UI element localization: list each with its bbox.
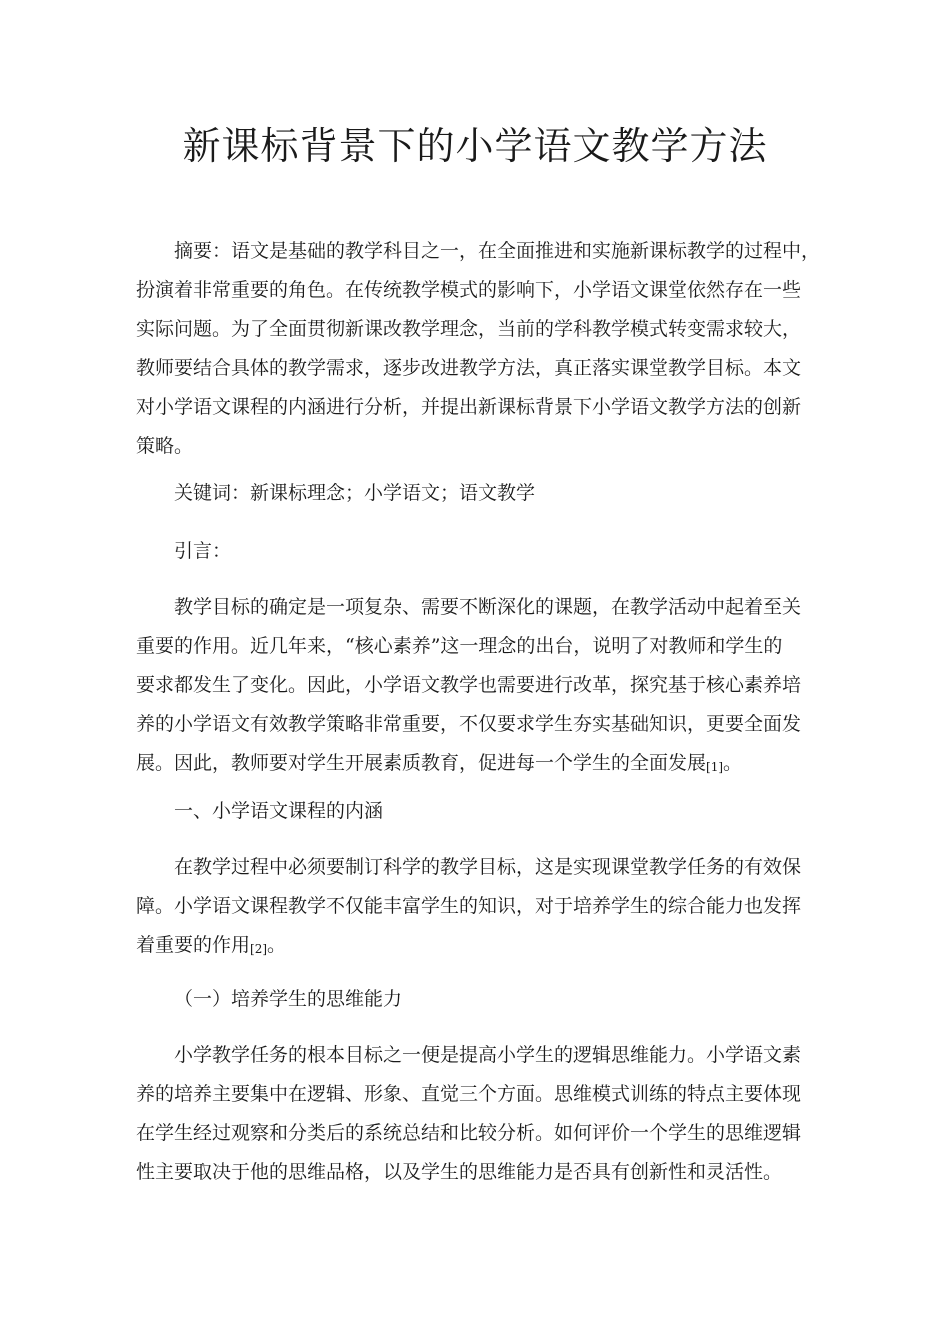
- intro-last-line-text: 展。因此，教师要对学生开展素质教育，促进每一个学生的全面发展: [136, 752, 707, 774]
- intro-line: 要求都发生了变化。因此，小学语文教学也需要进行改革，探究基于核心素养培: [136, 674, 802, 696]
- document-title: 新课标背景下的小学语文教学方法: [182, 124, 768, 168]
- intro-line: 教学目标的确定是一项复杂、需要不断深化的课题，在教学活动中起着至关: [174, 596, 802, 618]
- section1-heading: 一、小学语文课程的内涵: [174, 800, 384, 822]
- abstract-line: 摘要：语文是基础的教学科目之一，在全面推进和实施新课标教学的过程中，: [174, 240, 821, 262]
- intro-line: 养的小学语文有效教学策略非常重要，不仅要求学生夯实基础知识，更要全面发: [136, 713, 802, 735]
- abstract-line: 教师要结合具体的教学需求，逐步改进教学方法，真正落实课堂教学目标。本文: [136, 357, 802, 379]
- abstract-line: 策略。: [136, 435, 194, 457]
- intro-last-line: [136, 744, 826, 783]
- section1-last-line-text: 着重要的作用: [136, 934, 251, 956]
- keywords-paragraph: [136, 474, 826, 513]
- citation-1[interactable]: [1]: [706, 760, 724, 774]
- citation-2[interactable]: [2]: [250, 942, 268, 956]
- subsection1-heading-paragraph: [136, 980, 826, 1019]
- intro-line: 重要的作用。近几年来，“核心素养”这一理念的出台，说明了对教师和学生的: [136, 635, 783, 657]
- section1-last-line: [136, 926, 826, 965]
- section1-last-line-end: 。: [267, 934, 287, 956]
- intro-heading-paragraph: [136, 532, 826, 571]
- subsection1-line: 小学教学任务的根本目标之一便是提高小学生的逻辑思维能力。小学语文素: [174, 1044, 802, 1066]
- abstract-line: 对小学语文课程的内涵进行分析，并提出新课标背景下小学语文教学方法的创新: [136, 396, 802, 418]
- intro-heading: 引言：: [174, 540, 232, 562]
- subsection1-line: 养的培养主要集中在逻辑、形象、直觉三个方面。思维模式训练的特点主要体现: [136, 1083, 802, 1105]
- section1-line: 在教学过程中必须要制订科学的教学目标，这是实现课堂教学任务的有效保: [174, 856, 802, 878]
- intro-last-line-end: 。: [723, 752, 743, 774]
- abstract-line: 实际问题。为了全面贯彻新课改教学理念，当前的学科教学模式转变需求较大，: [136, 318, 802, 340]
- subsection1-heading: （一）培养学生的思维能力: [174, 988, 403, 1010]
- subsection1-paragraph: [136, 1036, 826, 1192]
- abstract-line: 扮演着非常重要的角色。在传统教学模式的影响下，小学语文课堂依然存在一些: [136, 279, 802, 301]
- subsection1-line: 在学生经过观察和分类后的系统总结和比较分析。如何评价一个学生的思维逻辑: [136, 1122, 802, 1144]
- intro-paragraph: [136, 588, 826, 783]
- abstract-paragraph: [136, 232, 826, 466]
- section1-paragraph: [136, 848, 826, 965]
- section1-line: 障。小学语文课程教学不仅能丰富学生的知识，对于培养学生的综合能力也发挥: [136, 895, 802, 917]
- keywords-line: 关键词：新课标理念；小学语文；语文教学: [174, 482, 536, 504]
- section1-heading-paragraph: [136, 792, 826, 831]
- subsection1-line: 性主要取决于他的思维品格，以及学生的思维能力是否具有创新性和灵活性。: [136, 1161, 783, 1183]
